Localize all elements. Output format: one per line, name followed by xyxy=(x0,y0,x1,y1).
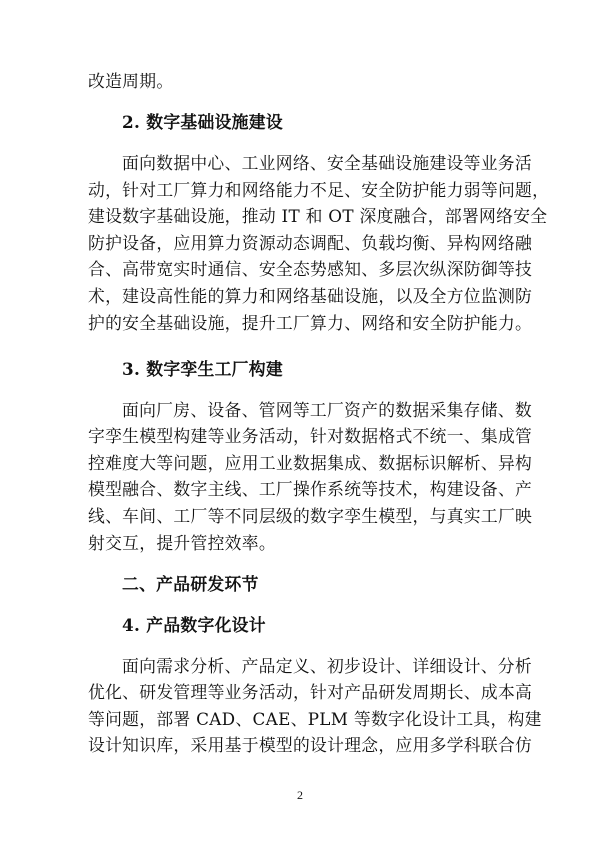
paragraph-line: 护的安全基础设施，提升工厂算力、网络和安全防护能力。 xyxy=(88,313,533,333)
paragraph-line: 合、高带宽实时通信、安全态势感知、多层次纵深防御等技 xyxy=(88,259,533,279)
paragraph-line: 字孪生模型构建等业务活动，针对数据格式不统一、集成管 xyxy=(88,426,533,446)
paragraph-line: 设计知识库，采用基于模型的设计理念，应用多学科联合仿 xyxy=(88,735,533,755)
paragraph-line: 模型融合、数字主线、工厂操作系统等技术，构建设备、产 xyxy=(88,479,533,499)
paragraph-line: 射交互，提升管控效率。 xyxy=(88,533,276,553)
paragraph-line: 控难度大等问题，应用工业数据集成、数据标识解析、异构 xyxy=(88,453,533,473)
paragraph-line: 动，针对工厂算力和网络能力不足、安全防护能力弱等问题， xyxy=(88,180,550,200)
section-heading: 3. 数字孪生工厂构建 xyxy=(122,359,283,379)
paragraph-line: 面向厂房、设备、管网等工厂资产的数据采集存储、数 xyxy=(122,400,532,420)
paragraph-line: 等问题，部署 CAD、CAE、PLM 等数字化设计工具，构建 xyxy=(88,709,542,729)
paragraph-line: 防护设备，应用算力资源动态调配、负载均衡、异构网络融 xyxy=(88,233,533,253)
section-heading: 4. 产品数字化设计 xyxy=(122,615,266,635)
section-heading: 2. 数字基础设施建设 xyxy=(122,112,283,132)
paragraph-line: 面向需求分析、产品定义、初步设计、详细设计、分析 xyxy=(122,656,532,676)
paragraph-line: 线、车间、工厂等不同层级的数字孪生模型，与真实工厂映 xyxy=(88,506,533,526)
paragraph-line: 改造周期。 xyxy=(88,71,174,91)
paragraph-line: 建设数字基础设施，推动 IT 和 OT 深度融合，部署网络安全 xyxy=(88,206,548,226)
paragraph-line: 面向数据中心、工业网络、安全基础设施建设等业务活 xyxy=(122,153,532,173)
page-number: 2 xyxy=(297,788,303,802)
paragraph-line: 优化、研发管理等业务活动，针对产品研发周期长、成本高 xyxy=(88,682,533,702)
paragraph-line: 术，建设高性能的算力和网络基础设施，以及全方位监测防 xyxy=(88,286,533,306)
chapter-heading: 二、产品研发环节 xyxy=(122,574,259,594)
